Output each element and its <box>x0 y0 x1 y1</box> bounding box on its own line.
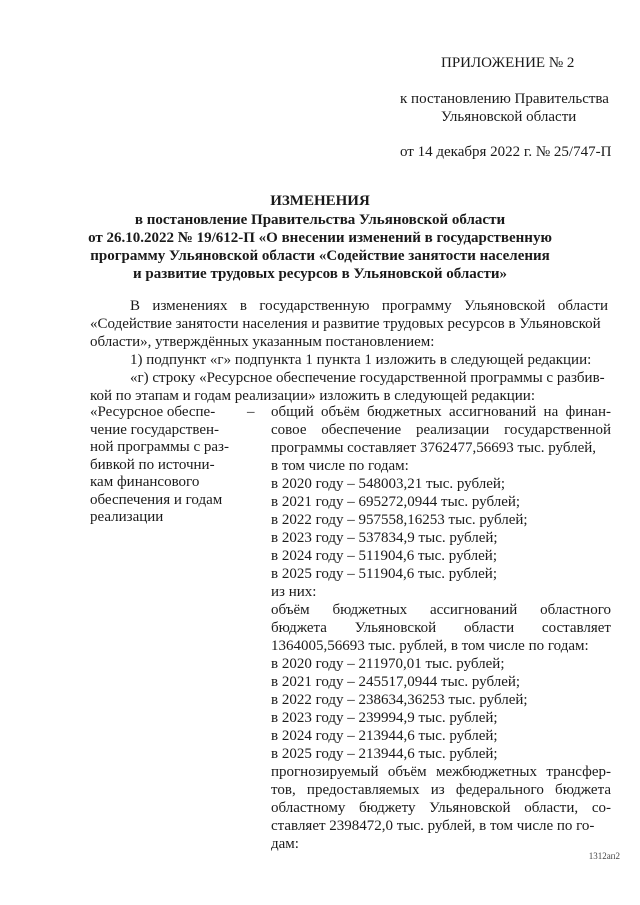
of-them-label: из них: <box>271 584 317 600</box>
total-line-3: программы составляет 3762477,56693 тыс. рублей, <box>271 440 597 456</box>
federal-line-3: областному бюджету Ульяновской области, со- <box>271 800 611 816</box>
total-line-1: общий объём бюджетных ассигнований на финан- <box>271 404 611 420</box>
year-regional-2025: в 2025 году – 213944,6 тыс. рублей; <box>271 746 498 762</box>
year-regional-2021: в 2021 году – 245517,0944 тыс. рублей; <box>271 674 521 690</box>
year-total-2022: в 2022 году – 957558,16253 тыс. рублей; <box>271 512 528 528</box>
title-line-4: программу Ульяновской области «Содействие занятости населения <box>90 248 550 264</box>
year-regional-2023: в 2023 году – 239994,9 тыс. рублей; <box>271 710 498 726</box>
left-line: обеспечения и годам <box>90 491 223 508</box>
amendment-item-2-line-1: «г) строку «Ресурсное обеспечение государственной программы с разбив- <box>130 370 605 386</box>
left-line: кам финансового <box>90 474 200 490</box>
annex-number: ПРИЛОЖЕНИЕ № 2 <box>441 55 575 71</box>
document-title: ИЗМЕНЕНИЯ <box>270 193 370 209</box>
amendment-item-1: 1) подпункт «г» подпункта 1 пункта 1 изложить в следующей редакции: <box>130 352 592 368</box>
document-code: 1312ап2 <box>588 851 620 861</box>
federal-line-2: тов, предоставляемых из федерального бюджета <box>271 782 611 798</box>
year-total-2025: в 2025 году – 511904,6 тыс. рублей; <box>271 566 497 582</box>
left-line: бивкой по источни- <box>90 456 215 473</box>
header-to-line-1: к постановлению Правительства <box>400 91 609 107</box>
federal-line-4: ставляет 2398472,0 тыс. рублей, в том числе по го- <box>271 818 595 834</box>
title-line-3: от 26.10.2022 № 19/612-П «О внесении изменений в государственную <box>88 230 552 246</box>
regional-line-2: бюджета Ульяновской области составляет <box>271 620 611 636</box>
year-total-2020: в 2020 году – 548003,21 тыс. рублей; <box>271 476 506 492</box>
intro-line-2: «Содействие занятости населения и развитие трудовых ресурсов в Ульяновской <box>90 316 601 332</box>
table-dash: – <box>247 404 255 420</box>
header-to-line-2: Ульяновской области <box>441 109 577 125</box>
year-total-2024: в 2024 году – 511904,6 тыс. рублей; <box>271 548 497 564</box>
left-line: реализации <box>90 509 164 525</box>
year-regional-2024: в 2024 году – 213944,6 тыс. рублей; <box>271 728 498 744</box>
total-line-2: совое обеспечение реализации государственной <box>271 422 611 438</box>
left-line: ной программы с раз- <box>90 439 229 455</box>
amendment-item-2-line-2: кой по этапам и годам реализации» изложить в следующей редакции: <box>90 388 536 404</box>
year-total-2021: в 2021 году – 695272,0944 тыс. рублей; <box>271 494 521 510</box>
header-date-line: от 14 декабря 2022 г. № 25/747-П <box>400 144 612 160</box>
intro-line-1: В изменениях в государственную программу Ульяновской области <box>130 298 608 314</box>
regional-line-3: 1364005,56693 тыс. рублей, в том числе по годам: <box>271 638 589 654</box>
title-line-5: и развитие трудовых ресурсов в Ульяновской области» <box>133 266 507 282</box>
federal-line-5: дам: <box>271 836 299 852</box>
intro-line-3: области», утверждённых указанным постановлением: <box>90 334 435 350</box>
year-total-2023: в 2023 году – 537834,9 тыс. рублей; <box>271 530 498 546</box>
regional-line-1: объём бюджетных ассигнований областного <box>271 602 611 618</box>
year-regional-2022: в 2022 году – 238634,36253 тыс. рублей; <box>271 692 528 708</box>
year-regional-2020: в 2020 году – 211970,01 тыс. рублей; <box>271 656 505 672</box>
left-line: чение государствен- <box>90 421 220 438</box>
left-line: «Ресурсное обеспе- <box>90 404 216 420</box>
table-left-cell <box>90 404 245 527</box>
title-line-2: в постановление Правительства Ульяновской области <box>134 212 506 228</box>
federal-line-1: прогнозируемый объём межбюджетных трансфер- <box>271 764 611 780</box>
total-line-4: в том числе по годам: <box>271 458 409 474</box>
